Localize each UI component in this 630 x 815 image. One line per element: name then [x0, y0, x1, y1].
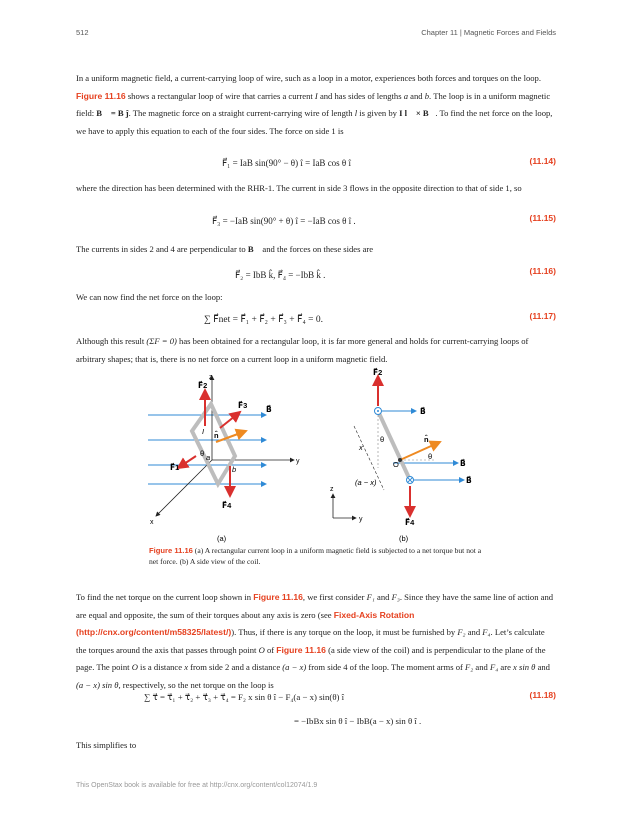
label-f2: F⃗2	[198, 381, 208, 390]
label-f3: F⃗3	[238, 401, 248, 410]
field-equation: B⃗ = B ĵ	[96, 108, 129, 118]
paragraph-net-force: We can now find the net force on the loop:	[76, 292, 223, 302]
label-x: x	[359, 443, 363, 452]
equation-number: (11.17)	[529, 311, 556, 321]
force-arrow-f1	[178, 456, 196, 468]
label-o: O	[393, 460, 399, 469]
panel-label-a: (a)	[217, 534, 227, 543]
label-side-b: b	[232, 465, 237, 474]
intro-paragraph: In a uniform magnetic field, a current-carrying loop of wire, such as a loop in a motor, experiences both forces and torques on the loop. Figure 11.16 shows a rectangular loop of wire that carries a current I and has sides of lengths a and b. The loop is in a uniform magnetic field: B⃗ = B ĵ. The magnetic force on a straight current-carrying wire of length l is given by I l⃗ × B⃗. To find the net force on the loop, we have to apply this equation to each of the four sides. The force on side 1 is	[76, 73, 553, 136]
label-normal-side: n̂	[424, 435, 429, 444]
label-side-a: a	[206, 453, 211, 462]
paragraph-sides-2-4: The currents in sides 2 and 4 are perpendicular to B⃗ and the forces on these sides are	[76, 244, 374, 254]
paragraph-rhr: where the direction has been determined with the RHR-1. The current in side 3 flows in the opposite direction to that of side 1, so	[76, 183, 522, 193]
equation-11-17: ∑ F⃗net = F⃗₁ + F⃗₂ + F⃗₃ + F⃗₄ = 0.	[204, 315, 323, 325]
paragraph-net-torque: To find the net torque on the current loop shown in Figure 11.16, we first consider F₁ and F₃. Since they have the same line of action and are equal and opposite, the sum of their torques about any axis is zero (see Fixed-Axis Rotation (http://cnx.org/content/m58325/latest/)). Thus, if there is any torque on the loop, it must be furnished by F₂ and F₄. Let’s calculate the torques around the axis that passes through point O of Figure 11.16 (a side view of the coil) and is perpendicular to the plane of the page. The point O is a distance x from side 2 and a distance (a − x) from side 4 of the loop. The moment arms of F₂ and F₄ are x sin θ and (a − x) sin θ, respectively, so the net torque on the loop is	[76, 592, 554, 690]
paragraph-simplifies: This simplifies to	[76, 740, 137, 750]
label-f4: F⃗4	[222, 501, 232, 510]
label-theta: θ	[200, 449, 205, 458]
label-f4-side: F⃗4	[405, 518, 415, 527]
axis-label-y: y	[296, 458, 300, 465]
label-b-field: B⃗	[466, 476, 472, 485]
equation-11-15: F⃗₃ = −IaB sin(90° + θ) î = −IaB cos θ î .	[212, 216, 356, 226]
current-out-dot	[377, 410, 379, 412]
chapter-title: Chapter 11 | Magnetic Forces and Fields	[421, 28, 556, 37]
equation-number: (11.14)	[529, 156, 556, 166]
equation-number: (11.16)	[529, 266, 556, 276]
panel-label-b: (b)	[399, 534, 409, 543]
equation-11-14: F⃗₁ = IaB sin(90° − θ) î = IaB cos θ î	[222, 158, 351, 168]
figure-link[interactable]: Figure 11.16	[253, 592, 303, 602]
paragraph-general-result: Although this result (ΣF = 0) has been obtained for a rectangular loop, it is far more general and holds for current-carrying loops of arbitrary shapes; that is, there is no net force on a current loop in a uniform magnetic field.	[76, 336, 529, 364]
figure-link[interactable]: Figure 11.16	[276, 644, 326, 655]
page-footer: This OpenStax book is available for free at http://cnx.org/content/col12074/1.9	[76, 782, 318, 789]
panel-a	[148, 374, 300, 543]
axis-label-y-side: y	[359, 516, 363, 523]
figure-11-16	[148, 368, 472, 543]
label-f2-side: F⃗2	[373, 368, 383, 377]
label-normal: n̂	[214, 431, 219, 440]
normal-vector-side	[400, 442, 440, 460]
axis-label-z-side: z	[330, 486, 334, 493]
axis-label-x: x	[150, 519, 154, 526]
label-b-field: B⃗	[266, 405, 272, 414]
equation-11-18-line1: ∑ τ⃗ = τ⃗₁ + τ⃗₂ + τ⃗₃ + τ⃗₄ = F₂ x sin θ î − F₄(a − x) sin(θ) î	[144, 692, 345, 702]
axis-label-z: z	[209, 374, 213, 381]
label-theta-2: θ	[428, 452, 433, 461]
loop-side-view	[378, 411, 410, 480]
fixed-axis-rotation-link[interactable]: Fixed-Axis Rotation (http://cnx.org/content/m58325/latest/)	[76, 609, 415, 637]
label-f1: F⃗1	[170, 463, 180, 472]
equation-11-16: F⃗₂ = IbB k̂, F⃗₄ = −IbB k̂ .	[235, 270, 326, 280]
equation-number: (11.15)	[529, 213, 556, 223]
label-theta-1: θ	[380, 435, 385, 444]
label-current: I	[202, 427, 205, 436]
page-number: 512	[76, 28, 89, 37]
force-expression: I l⃗ × B⃗	[399, 108, 436, 118]
label-b-field: B⃗	[420, 407, 426, 416]
force-arrow-f3	[220, 412, 240, 428]
panel-b	[330, 368, 472, 543]
current-loop	[192, 404, 235, 484]
label-b-field: B⃗	[460, 459, 466, 468]
figure-link[interactable]: Figure 11.16	[76, 90, 126, 101]
figure-caption: Figure 11.16 (a) A rectangular current loop in a uniform magnetic field is subjected to a net torque but not a net force. (b) A side view of the coil.	[149, 546, 482, 566]
label-a-minus-x: (a − x)	[355, 478, 377, 487]
x-axis	[156, 460, 212, 516]
equation-number: (11.18)	[529, 690, 556, 700]
equation-11-18-line2: = −IbBx sin θ î − IbB(a − x) sin θ î .	[294, 716, 422, 726]
